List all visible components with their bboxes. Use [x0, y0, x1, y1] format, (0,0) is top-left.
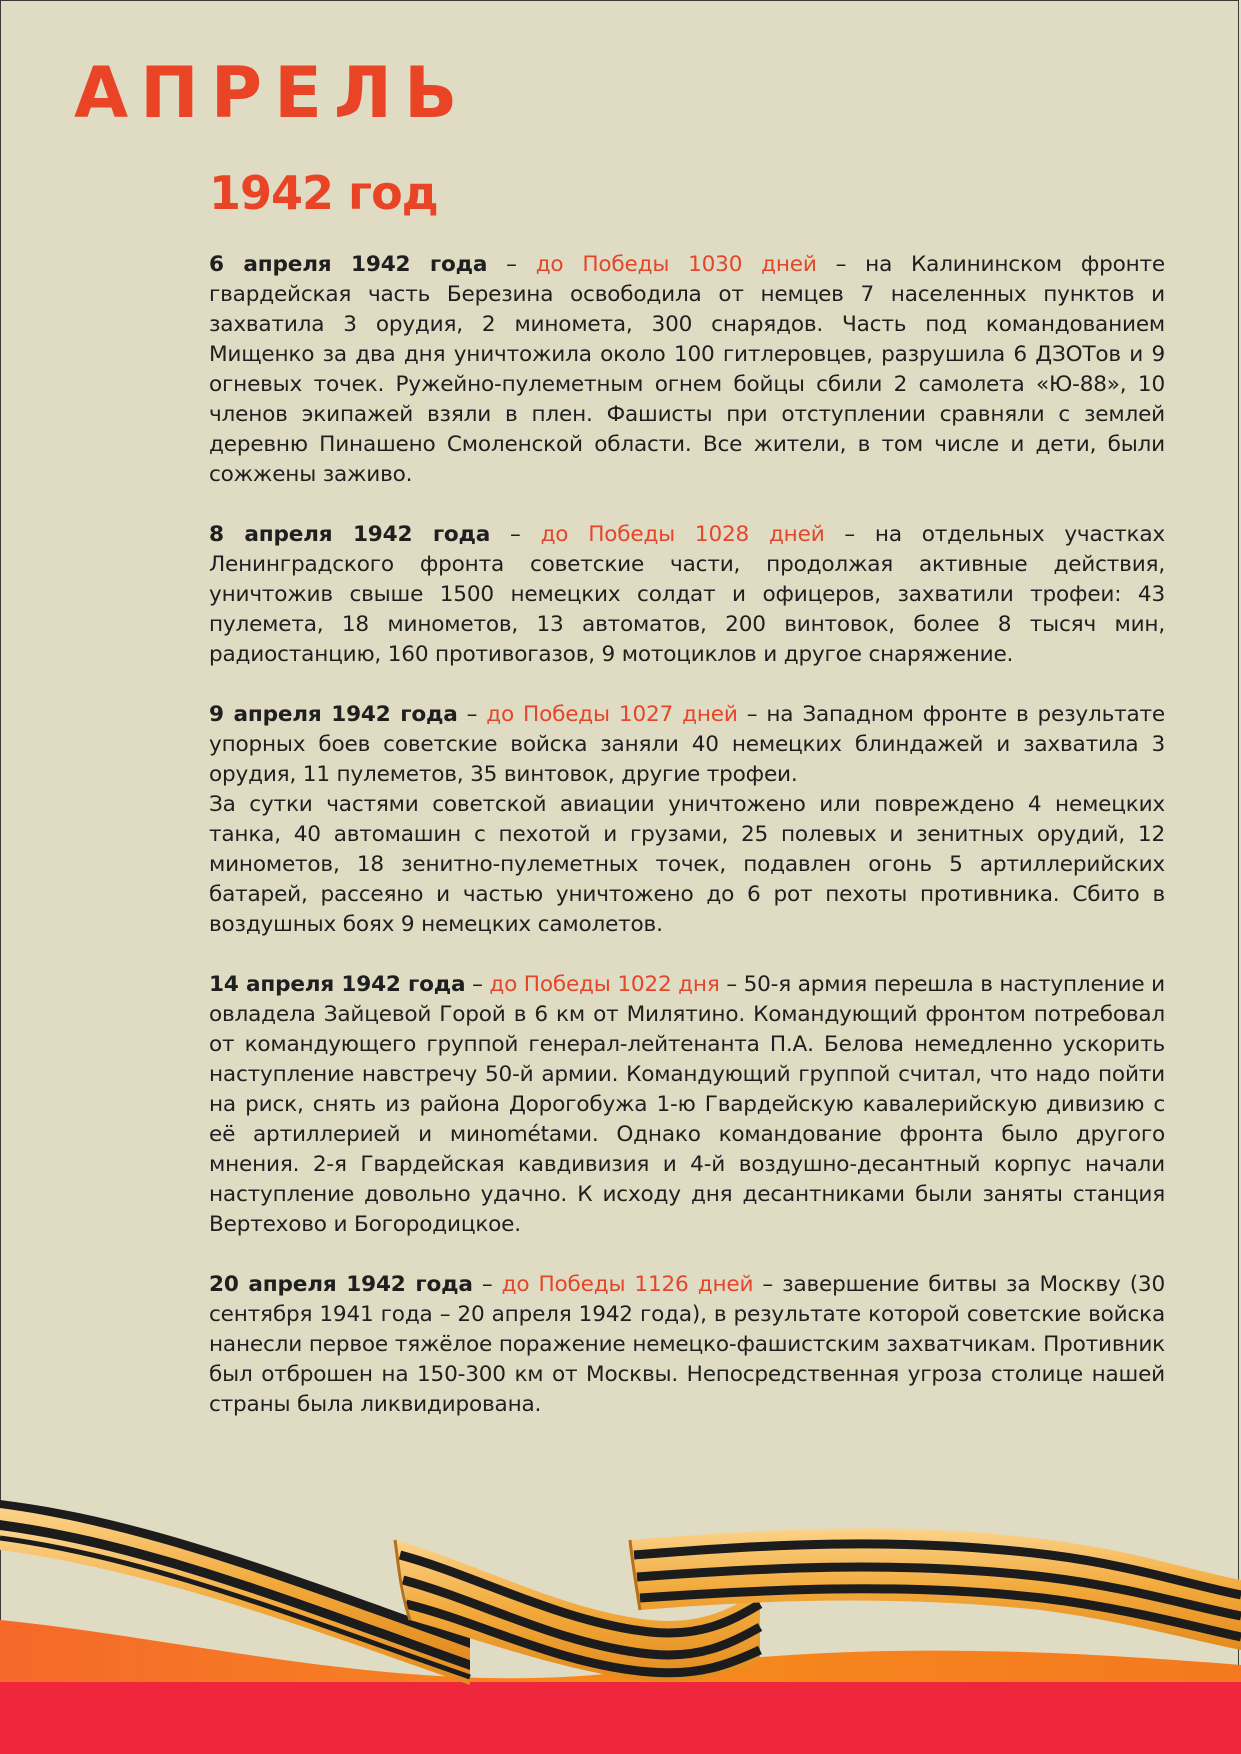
entry-paragraph: 20 апреля 1942 года – до Победы 1126 дней – завершение битвы за Москву (30 сентября 1941 года – 20 апреля 1942 года), в результате которой советские войска нанесли первое тяжёлое поражение немецко-фашистским захватчикам. Противник был отброшен на 150-300 км от Москвы. Непосредственная угроза столице нашей страны была ликвидирована.: [209, 1272, 1165, 1417]
month-title: АПРЕЛЬ: [74, 52, 470, 134]
entry-paragraph: 9 апреля 1942 года – до Победы 1027 дней – на Западном фронте в результате упорных боев советские войска заняли 40 немецких блиндажей и захватила 3 орудия, 11 пулеметов, 35 винтовок, другие трофеи.: [209, 702, 1165, 787]
entry-date: 9 апреля 1942 года: [209, 702, 458, 727]
timeline-entry: [209, 250, 1165, 490]
victory-countdown: до Победы 1027 дней: [486, 702, 738, 727]
entry-date: 20 апреля 1942 года: [209, 1272, 473, 1297]
entry-text: на отдельных участках Ленинградского фронта советские части, продолжая активные действия, уничтожив свыше 1500 немецких солдат и офицеров, захватили трофеи: 43 пулемета, 18 минометов, 13 автоматов, 200 винтовок, более 8 тысяч мин, радиостанцию, 160 противогазов, 9 мотоциклов и другое снаряжение.: [209, 522, 1166, 667]
victory-countdown: до Победы 1022 дня: [489, 972, 720, 997]
timeline-entry: [209, 700, 1165, 940]
entry-paragraph: 6 апреля 1942 года – до Победы 1030 дней – на Калининском фронте гвардейская часть Березина освободила от немцев 7 населенных пунктов и захватила 3 орудия, 2 миномета, 300 снарядов. Часть под командованием Мищенко за два дня уничтожила около 100 гитлеровцев, разрушила 6 ДЗОТов и 9 огневых точек. Ружейно-пулеметным огнем бойцы сбили 2 самолета «Ю-88», 10 членов экипажей взяли в плен. Фашисты при отступлении сравняли с землей деревню Пинашено Смоленской области. Все жители, в том числе и дети, были сожжены заживо.: [209, 252, 1166, 487]
timeline-entry: [209, 520, 1165, 670]
victory-countdown: до Победы 1126 дней: [501, 1272, 754, 1297]
timeline-entry: [209, 1270, 1165, 1420]
victory-countdown: до Победы 1030 дней: [535, 252, 817, 277]
victory-countdown: до Победы 1028 дней: [540, 522, 825, 547]
timeline-entry: [209, 970, 1165, 1240]
entry-paragraph: 8 апреля 1942 года – до Победы 1028 дней – на отдельных участках Ленинградского фронта советские части, продолжая активные действия, уничтожив свыше 1500 немецких солдат и офицеров, захватили трофеи: 43 пулемета, 18 минометов, 13 автоматов, 200 винтовок, более 8 тысяч мин, радиостанцию, 160 противогазов, 9 мотоциклов и другое снаряжение.: [209, 522, 1166, 667]
timeline-entries: [209, 250, 1165, 1450]
entry-text: на Калининском фронте гвардейская часть Березина освободила от немцев 7 населенных пунктов и захватила 3 орудия, 2 миномета, 300 снарядов. Часть под командованием Мищенко за два дня уничтожила около 100 гитлеровцев, разрушила 6 ДЗОТов и 9 огневых точек. Ружейно-пулеметным огнем бойцы сбили 2 самолета «Ю-88», 10 членов экипажей взяли в плен. Фашисты при отступлении сравняли с землей деревню Пинашено Смоленской области. Все жители, в том числе и дети, были сожжены заживо.: [209, 252, 1166, 487]
footer-band: [0, 1682, 1241, 1754]
entry-date: 14 апреля 1942 года: [209, 972, 466, 997]
entry-text: 50-я армия перешла в наступление и овладела Зайцевой Горой в 6 км от Милятино. Командующий фронтом потребовал от командующего группой генерал-лейтенанта П.А. Белова немедленно ускорить наступление навстречу 50-й армии. Командующий группой считал, что надо пойти на риск, снять из района Дорогобужа 1-ю Гвардейскую кавалерийскую дивизию с её артиллерией и минométами. Однако командование фронта было другого мнения. 2-я Гвардейская кавдивизия и 4-й воздушно-десантный корпус начали наступление довольно удачно. К исходу дня десантниками были заняты станция Вертехово и Богородицкое.: [209, 972, 1165, 1237]
entry-date: 6 апреля 1942 года: [209, 252, 488, 277]
entry-text: на Западном фронте в результате упорных боев советские войска заняли 40 немецких блиндажей и захватила 3 орудия, 11 пулеметов, 35 винтовок, другие трофеи.: [209, 702, 1165, 787]
st-george-ribbon-decoration: [0, 1500, 1241, 1754]
entry-paragraph: [209, 790, 1165, 940]
year-heading: 1942 год: [209, 166, 438, 220]
entry-text: завершение битвы за Москву (30 сентября 1941 года – 20 апреля 1942 года), в результате которой советские войска нанесли первое тяжёлое поражение немецко-фашистским захватчикам. Противник был отброшен на 150-300 км от Москвы. Непосредственная угроза столице нашей страны была ликвидирована.: [209, 1272, 1165, 1417]
entry-text: За сутки частями советской авиации уничтожено или повреждено 4 немецких танка, 40 автомашин с пехотой и грузами, 25 полевых и зенитных орудий, 12 минометов, 18 зенитно-пулеметных точек, подавлен огонь 5 артиллерийских батарей, рассеяно и частью уничтожено до 6 рот пехоты противника. Сбито в воздушных боях 9 немецких самолетов.: [209, 792, 1165, 937]
entry-paragraph: 14 апреля 1942 года – до Победы 1022 дня – 50-я армия перешла в наступление и овладела Зайцевой Горой в 6 км от Милятино. Командующий фронтом потребовал от командующего группой генерал-лейтенанта П.А. Белова немедленно ускорить наступление навстречу 50-й армии. Командующий группой считал, что надо пойти на риск, снять из района Дорогобужа 1-ю Гвардейскую кавалерийскую дивизию с её артиллерией и минométами. Однако командование фронта было другого мнения. 2-я Гвардейская кавдивизия и 4-й воздушно-десантный корпус начали наступление довольно удачно. К исходу дня десантниками были заняты станция Вертехово и Богородицкое.: [209, 972, 1165, 1237]
entry-date: 8 апреля 1942 года: [209, 522, 491, 547]
